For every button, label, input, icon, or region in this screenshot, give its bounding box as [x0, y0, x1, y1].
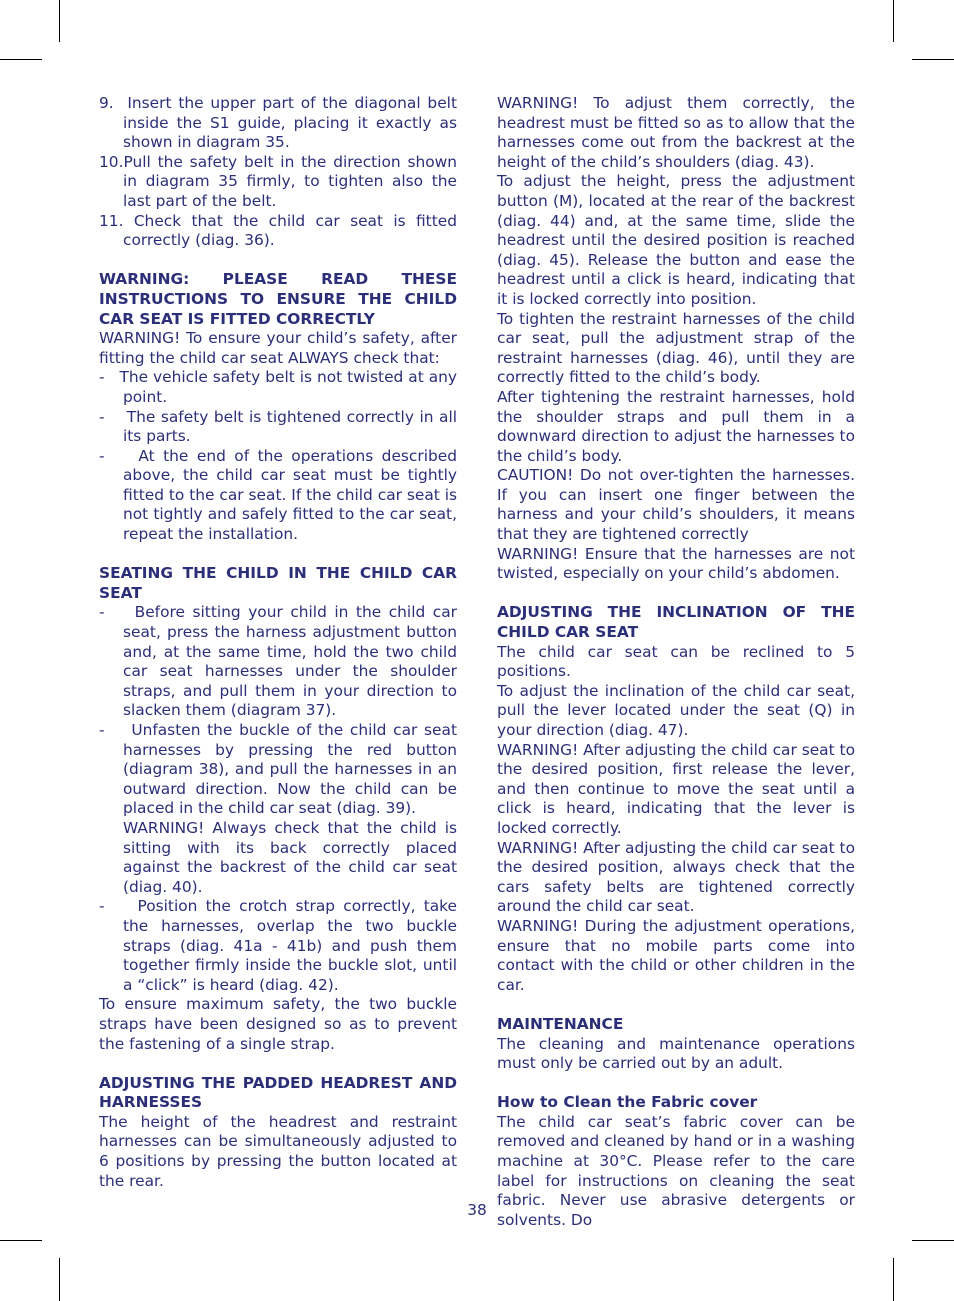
- paragraph: WARNING! Ensure that the harnesses are not twisted, especially on your child’s abdomen.: [497, 544, 855, 583]
- crop-mark: [59, 1258, 60, 1301]
- crop-mark: [0, 59, 42, 60]
- seating-item: - Unfasten the buckle of the child car seat harnesses by pressing the red button (diagram 38), and pull the harnesses in an outward direction. Now the child can be placed in the child car seat (diag. 39).: [99, 721, 457, 818]
- left-column: [99, 94, 457, 1191]
- warning-item: - The vehicle safety belt is not twisted at any point.: [99, 368, 458, 406]
- paragraph: WARNING! During the adjustment operations, ensure that no mobile parts come into contact with the child or other children in the car.: [497, 916, 855, 994]
- paragraph: WARNING! After adjusting the child car seat to the desired position, always check that the cars safety belts are tightened correctly around the child car seat.: [497, 838, 855, 916]
- crop-mark: [912, 59, 954, 60]
- maintenance-text: The cleaning and maintenance operations must only be carried out by an adult.: [497, 1034, 855, 1073]
- right-column: [497, 94, 855, 1230]
- warning-heading: WARNING: PLEASE READ THESE INSTRUCTIONS TO ENSURE THE CHILD CAR SEAT IS FITTED CORRECTLY: [99, 270, 457, 328]
- seating-warning: WARNING! Always check that the child is sitting with its back correctly placed against the backrest of the child car seat (diag. 40).: [123, 818, 457, 896]
- seating-outro: To ensure maximum safety, the two buckle straps have been designed so as to prevent the fastening of a single strap.: [99, 995, 457, 1053]
- headrest-text: The height of the headrest and restraint harnesses can be simultaneously adjusted to 6 positions by pressing the button located at the rear.: [99, 1112, 457, 1190]
- headrest-heading: ADJUSTING THE PADDED HEADREST AND HARNESSES: [99, 1073, 457, 1112]
- warning-intro: WARNING! To ensure your child’s safety, after fitting the child car seat ALWAYS check that:: [99, 329, 457, 367]
- seating-heading: SEATING THE CHILD IN THE CHILD CAR SEAT: [99, 564, 457, 602]
- inclination-heading: ADJUSTING THE INCLINATION OF THE CHILD CAR SEAT: [497, 603, 855, 642]
- paragraph: To tighten the restraint harnesses of the child car seat, pull the adjustment strap of the restraint harnesses (diag. 46), until they are correctly fitted to the child’s body.: [497, 309, 855, 387]
- clean-text: The child car seat’s fabric cover can be removed and cleaned by hand or in a washing machine at 30°C. Please refer to the care label for instructions on cleaning the seat fabric. Never use abrasive detergents or solvents. Do: [497, 1112, 855, 1229]
- step-11: 11. Check that the child car seat is fitted correctly (diag. 36).: [99, 211, 457, 250]
- paragraph: To adjust the inclination of the child car seat, pull the lever located under the seat (Q) in your direction (diag. 47).: [497, 681, 855, 739]
- seating-item: - Position the crotch strap correctly, take the harnesses, overlap the two buckle straps (diag. 41a - 41b) and push them together firmly inside the buckle slot, until a “click” is heard (diag. 42).: [99, 897, 457, 994]
- maintenance-heading: MAINTENANCE: [497, 1014, 624, 1033]
- paragraph: CAUTION! Do not over-tighten the harnesses. If you can insert one finger between the harness and your child’s shoulders, it means that they are tightened correctly: [497, 466, 855, 544]
- crop-mark: [893, 1258, 894, 1301]
- crop-mark: [59, 0, 60, 42]
- seating-item: - Before sitting your child in the child car seat, press the harness adjustment button and, at the same time, hold the two child car seat harnesses under the shoulder straps, and pull them in your direction to slacken them (diagram 37).: [99, 603, 458, 720]
- clean-heading: How to Clean the Fabric cover: [497, 1093, 758, 1112]
- warning-item: - The safety belt is tightened correctly in all its parts.: [99, 407, 458, 446]
- paragraph: WARNING! After adjusting the child car seat to the desired position, first release the lever, and then continue to move the seat until a click is heard, indicating that the lever is locked correctly.: [497, 740, 855, 837]
- paragraph: WARNING! To adjust them correctly, the headrest must be fitted so as to allow that the harnesses come out from the backrest at the height of the child’s shoulders (diag. 43).: [497, 94, 855, 171]
- crop-mark: [893, 0, 894, 42]
- paragraph: The child car seat can be reclined to 5 positions.: [497, 642, 855, 681]
- step-9: 9. Insert the upper part of the diagonal belt inside the S1 guide, placing it exactly as shown in diagram 35.: [99, 94, 457, 152]
- paragraph: To adjust the height, press the adjustment button (M), located at the rear of the backrest (diag. 44) and, at the same time, slide the headrest until the desired position is reached (diag. 45). Release the button and ease the headrest until a click is heard, indicating that it is locked correctly into position.: [497, 172, 855, 308]
- warning-item: - At the end of the operations described above, the child car seat must be tightly fitted to the car seat. If the child car seat is not tightly and safely fitted to the car seat, repeat the installation.: [99, 446, 458, 544]
- step-10: 10.Pull the safety belt in the direction shown in diagram 35 firmly, to tighten also the last part of the belt.: [99, 152, 457, 210]
- crop-mark: [0, 1240, 42, 1241]
- paragraph: After tightening the restraint harnesses, hold the shoulder straps and pull them in a downward direction to adjust the harnesses to the child’s body.: [497, 387, 855, 465]
- crop-mark: [912, 1240, 954, 1241]
- page-number: 38: [467, 1201, 487, 1219]
